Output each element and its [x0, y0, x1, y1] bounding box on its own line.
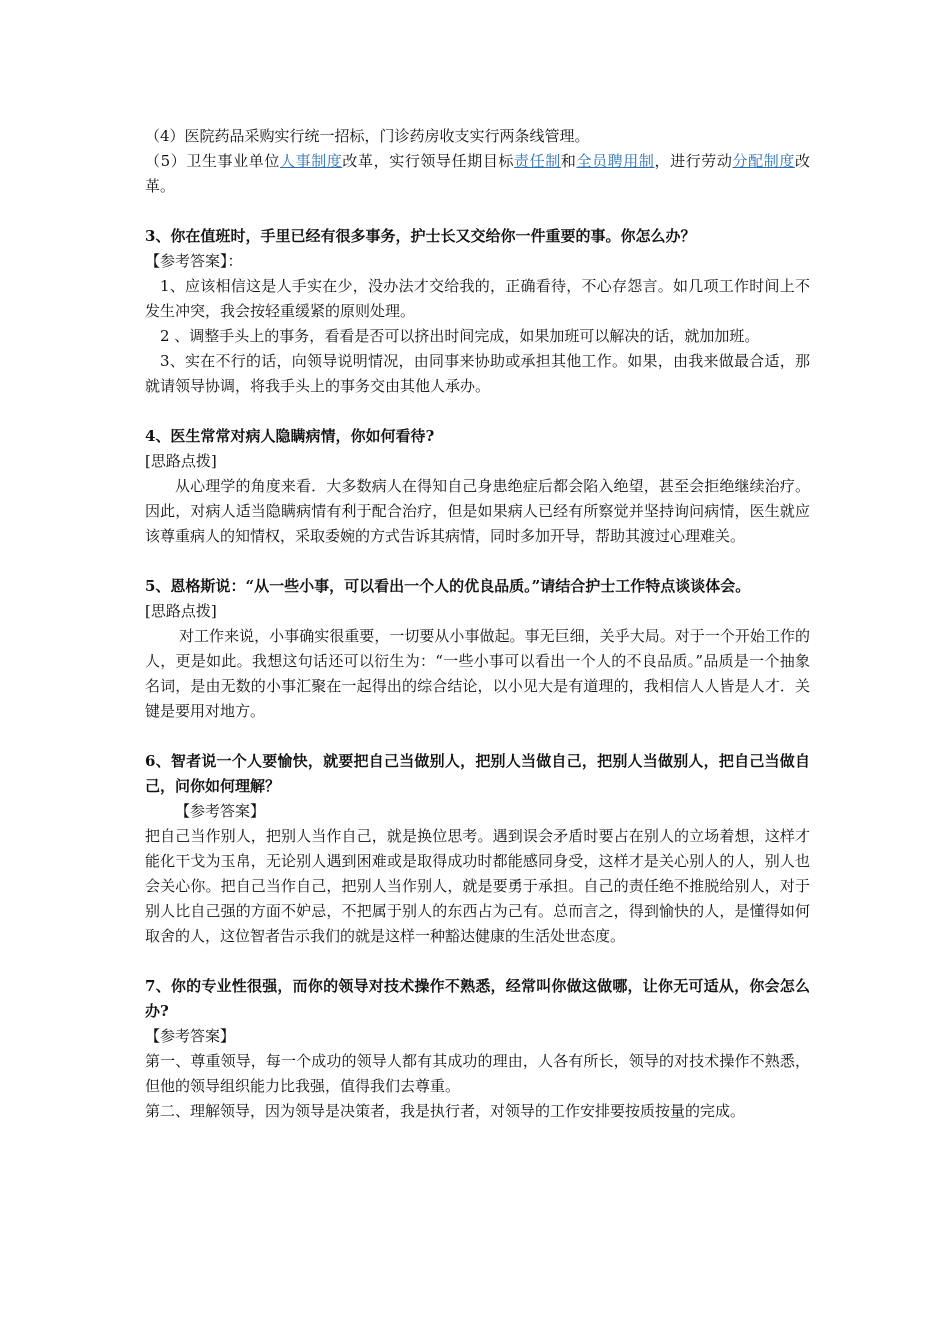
link-responsibility-system[interactable]: 责任制 [514, 152, 561, 170]
link-personnel-system[interactable]: 人事制度 [279, 152, 343, 170]
intro-item-5-text-3: 和 [560, 152, 577, 170]
question-7-answer-2: 第二、理解领导，因为领导是决策者，我是执行者，对领导的工作安排要按质按量的完成。 [145, 1102, 746, 1120]
intro-item-5-text-4: ，进行劳动 [654, 152, 733, 170]
question-3-answer-2: 2 、调整手头上的事务，看看是否可以挤出时间完成，如果加班可以解决的话，就加加班。 [160, 327, 760, 345]
intro-item-5 [145, 149, 810, 199]
question-4-title: 4、医生常常对病人隐瞒病情，你如何看待? [145, 427, 435, 445]
question-7-answer-tag: 【参考答案】 [145, 1027, 236, 1045]
question-4-hint-body: 从心理学的角度来看．大多数病人在得知自己身患绝症后都会陷入绝望，甚至会拒绝继续治疗。因此，对病人适当隐瞒病情有利于配合治疗，但是如果病人已经有所察觉并坚持询问病情，医生就应该尊重病人的知情权，采取委婉的方式告诉其病情，同时多加开导，帮助其渡过心理难关。 [145, 477, 810, 545]
question-4-hint-tag: [思路点拨] [145, 452, 217, 470]
question-3-answer-1: 1、应该相信这是人手实在少，没办法才交给我的，正确看待，不心存怨言。如几项工作时间上不发生冲突，我会按轻重缓紧的原则处理。 [145, 277, 810, 320]
question-5-hint-tag: [思路点拨] [145, 602, 217, 620]
question-5-hint-body: 对工作来说，小事确实很重要，一切要从小事做起。事无巨细，关乎大局。对于一个开始工作的人，更是如此。我想这句话还可以衍生为：“一些小事可以看出一个人的不良品质。”品质是一个抽象名词，是由无数的小事汇聚在一起得出的综合结论，以小见大是有道理的，我相信人人皆是人才．关键是要用对地方。 [145, 627, 810, 720]
intro-item-5-text-1: （5）卫生事业单位 [145, 152, 280, 170]
question-7-answer-1: 第一、尊重领导，每一个成功的领导人都有其成功的理由，人各有所长，领导的对技术操作不熟悉，但他的领导组织能力比我强，值得我们去尊重。 [145, 1052, 810, 1095]
question-3-answer-3: 3、实在不行的话，向领导说明情况，由同事来协助或承担其他工作。如果，由我来做最合适，那就请领导协调，将我手头上的事务交由其他人承办。 [145, 352, 810, 395]
question-7-title: 7、你的专业性很强，而你的领导对技术操作不熟悉，经常叫你做这做哪，让你无可适从，你会怎么办? [145, 977, 810, 1020]
question-3-answer-tag: 【参考答案】： [145, 252, 243, 270]
link-full-employment-system[interactable]: 全员聘用制 [576, 152, 655, 170]
intro-item-5-text-5: 改革。 [145, 152, 810, 195]
document-page [145, 124, 810, 1124]
link-distribution-system[interactable]: 分配制度 [732, 152, 795, 170]
question-6-title: 6、智者说一个人要愉快，就要把自己当做别人，把别人当做自己，把别人当做别人，把自己当做自己，问你如何理解？ [145, 752, 810, 795]
question-6-answer-body: 把自己当作别人，把别人当作自己，就是换位思考。遇到误会矛盾时要占在别人的立场着想，这样才能化干戈为玉帛，无论别人遇到困难或是取得成功时都能感同身受，这样才是关心别人的人，别人也会关心你。把自己当作自己，把别人当作别人，就是要勇于承担。自己的责任绝不推脱给别人，对于别人比自己强的方面不妒忌，不把属于别人的东西占为己有。总而言之，得到愉快的人，是懂得如何取舍的人，这位智者告示我们的就是这样一种豁达健康的生活处世态度。 [145, 827, 810, 945]
intro-item-4: （4）医院药品采购实行统一招标，门诊药房收支实行两条线管理。 [145, 127, 590, 145]
question-6-answer-tag: 【参考答案】 [175, 802, 266, 820]
question-3-title: 3、你在值班时，手里已经有很多事务，护士长又交给你一件重要的事。你怎么办？ [145, 227, 696, 245]
intro-item-5-text-2: 改革，实行领导任期目标 [342, 152, 515, 170]
question-5-title: 5、恩格斯说：“从一些小事，可以看出一个人的优良品质。”请结合护士工作特点谈谈体会。 [145, 577, 751, 595]
